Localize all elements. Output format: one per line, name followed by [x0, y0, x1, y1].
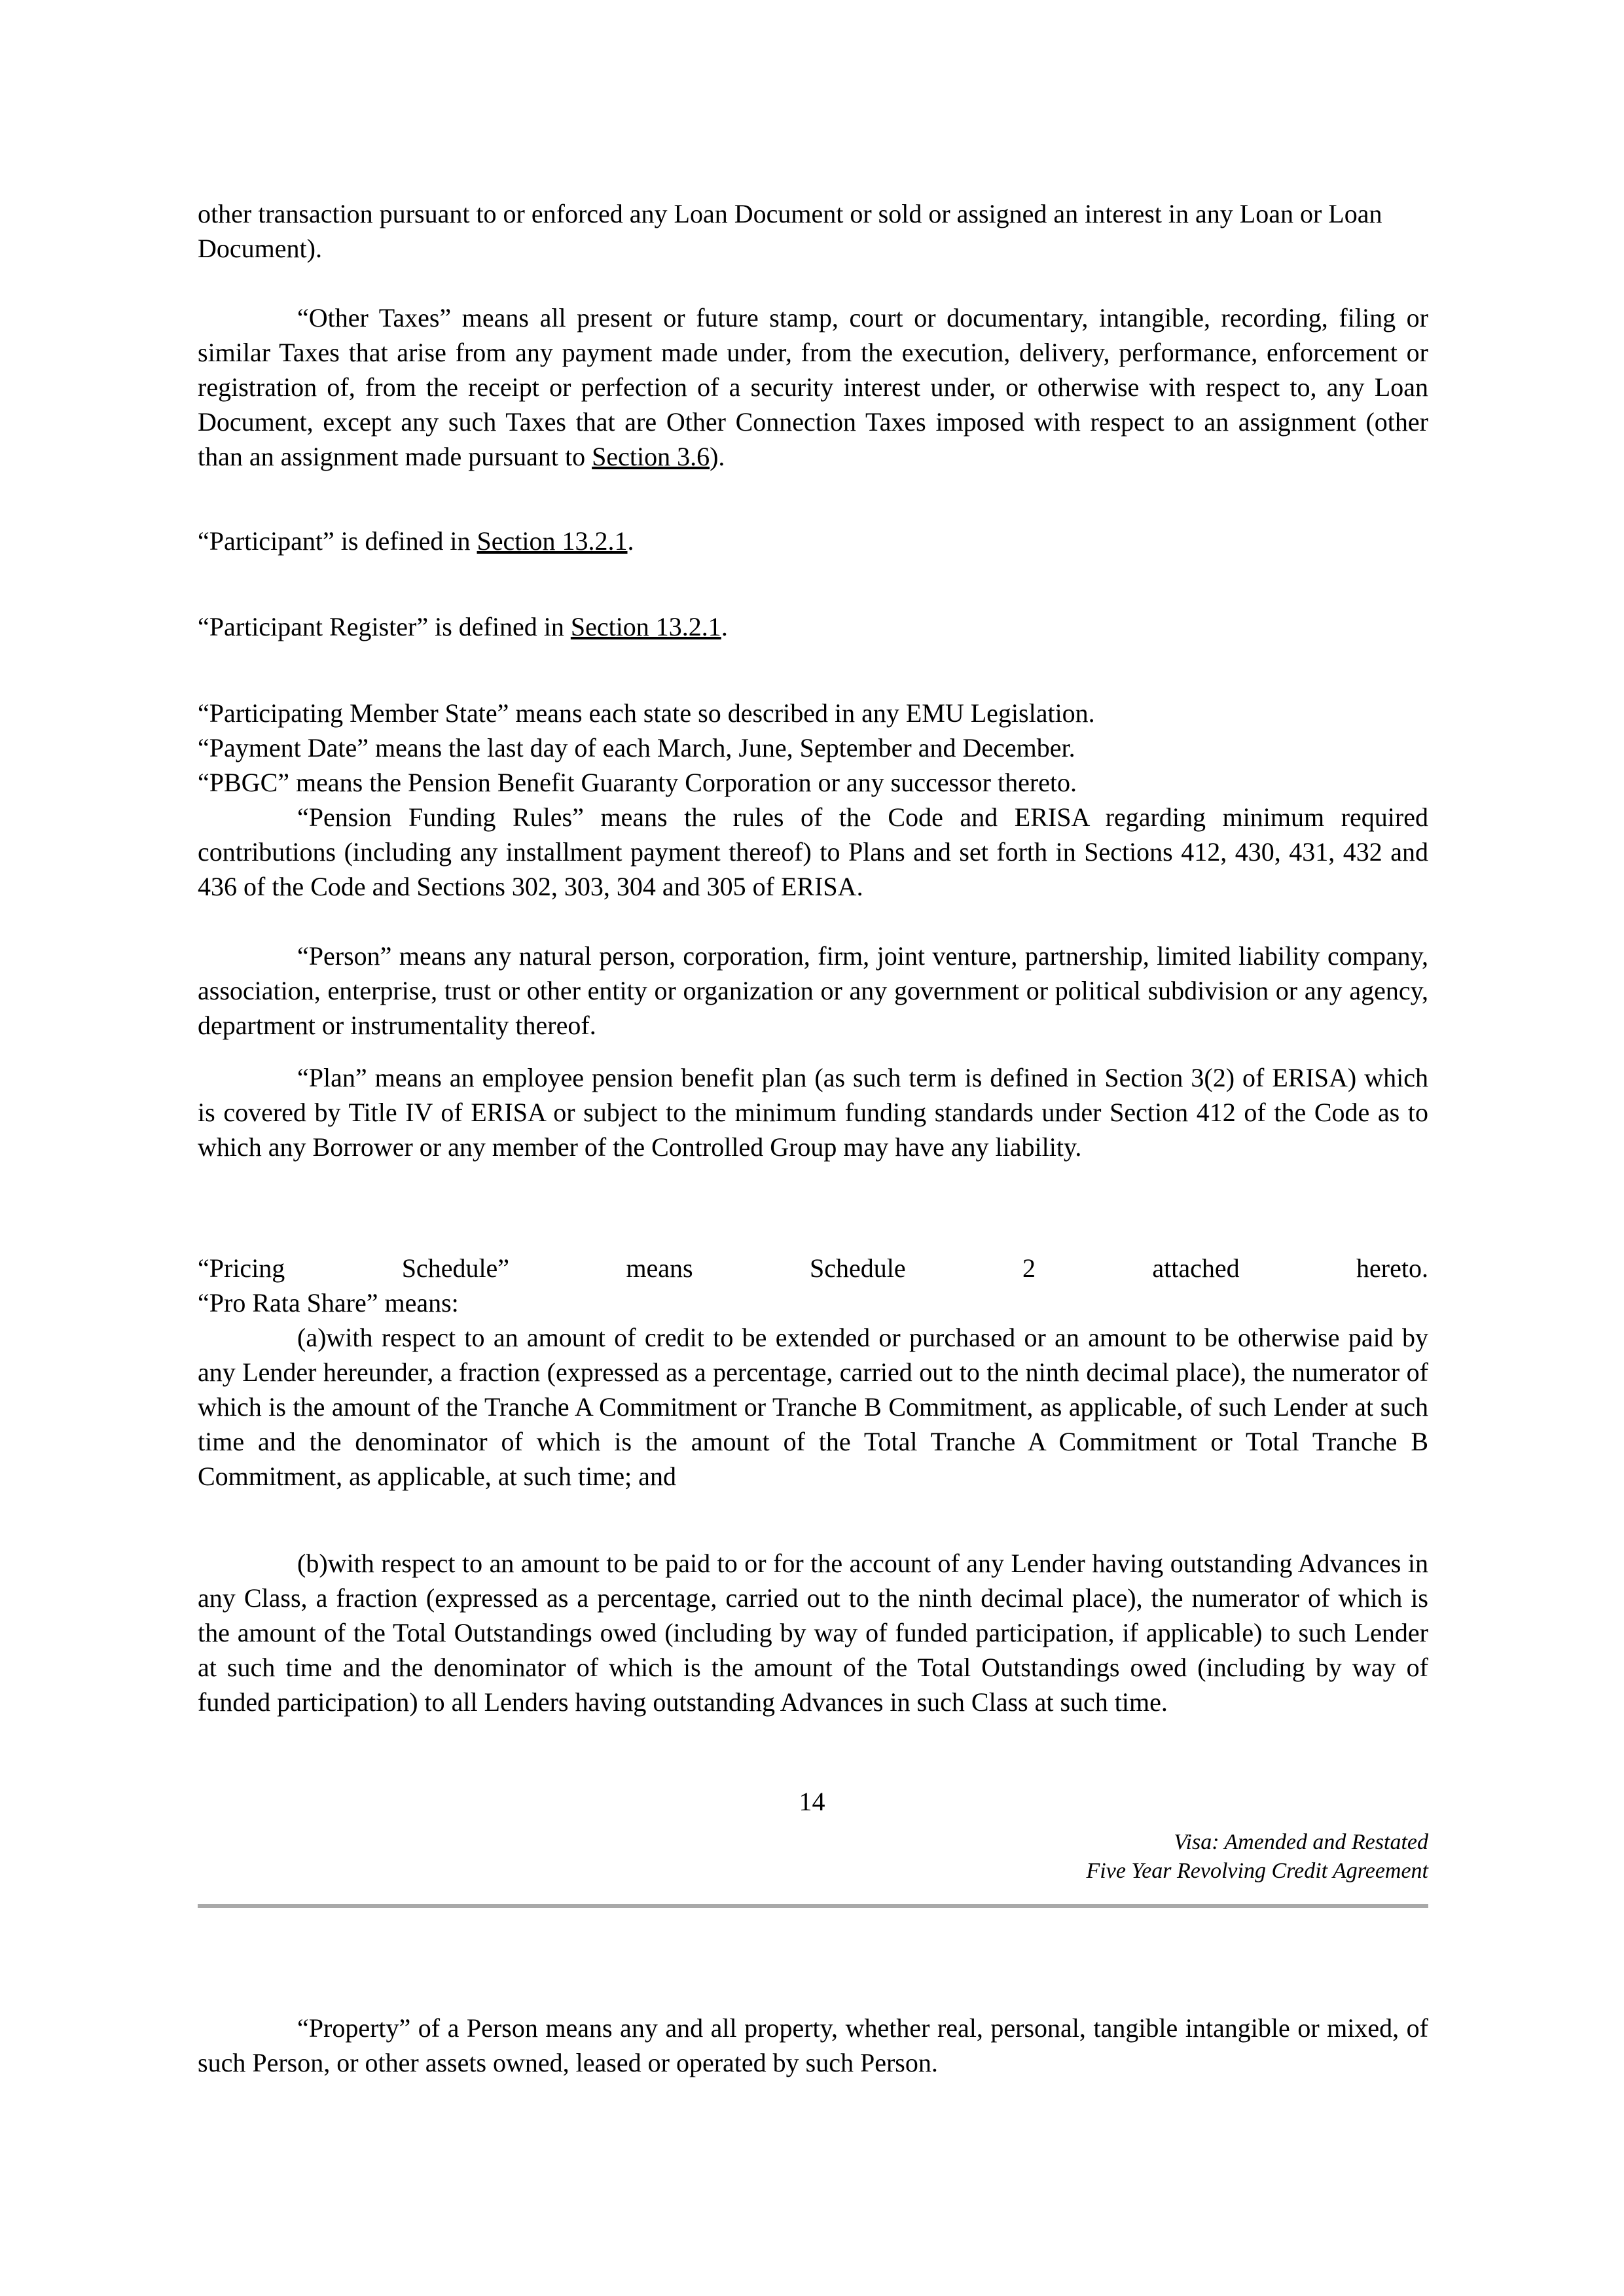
definition-pension-funding-rules: “Pension Funding Rules” means the rules of the Code and ERISA regarding minimum required contributions (including any installment payment thereof) to Plans and set forth in Sections 412, 430, 431, 432 and 436 of the Code and Sections 302, 303, 304 and 305 of ERISA.: [198, 802, 1428, 901]
section-reference-link[interactable]: Section 3.6: [592, 442, 710, 471]
pricing-word: 2: [1022, 1253, 1036, 1283]
definition-other-taxes: [198, 300, 1428, 474]
pricing-word: “Pricing: [198, 1253, 285, 1283]
definition-participant-register: [198, 609, 1428, 644]
pricing-word: Schedule: [810, 1253, 906, 1283]
pricing-word: attached: [1152, 1253, 1240, 1283]
definition-text: “Participant Register” is defined in: [198, 612, 571, 641]
definition-plan: “Plan” means an employee pension benefit plan (as such term is defined in Section 3(2) of ERISA) which is covered by Title IV of ERISA or subject to the minimum funding standards under Section 412 of the Code as to which any Borrower or any member of the Controlled Group may have any liability.: [198, 1063, 1428, 1162]
definition-text: “Participant” is defined in: [198, 526, 477, 556]
pricing-word: means: [626, 1253, 693, 1283]
page-divider: [198, 1904, 1428, 1908]
definition-person: “Person” means any natural person, corporation, firm, joint venture, partnership, limited liability company, association, enterprise, trust or other entity or organization or any government or political subdivision or any agency, department or instrumentality thereof.: [198, 941, 1428, 1040]
pro-rata-clause-a: (a)with respect to an amount of credit to be extended or purchased or an amount to be otherwise paid by any Lender hereunder, a fraction (expressed as a percentage, carried out to the ninth decimal place), the numerator of which is the amount of the Tranche A Commitment or Tranche B Commitment, as applicable, of such Lender at such time and the denominator of which is the amount of the Total Tranche A Commitment or Total Tranche B Commitment, as applicable, at such time; and: [198, 1323, 1428, 1491]
definition-participant: [198, 524, 1428, 558]
paragraph-continuation: other transaction pursuant to or enforced any Loan Document or sold or assigned an interest in any Loan or Loan Document).: [198, 199, 1382, 263]
section-reference-link[interactable]: Section 13.2.1: [477, 526, 628, 556]
definition-end: ).: [710, 442, 725, 471]
definition-end: .: [721, 612, 728, 641]
definition-pricing-schedule: [198, 1251, 1428, 1285]
footer-line: Visa: Amended and Restated: [1174, 1830, 1428, 1854]
pro-rata-clause-b: (b)with respect to an amount to be paid to or for the account of any Lender having outstanding Advances in any Class, a fraction (expressed as a percentage, carried out to the ninth decimal place), the numerator of which is the amount of the Total Outstandings owed (including by way of funded participation, if applicable) to such Lender at such time and the denominator of which is the amount of the Total Outstandings owed (including by way of funded participation) to all Lenders having outstanding Advances in such Class at such time.: [198, 1549, 1428, 1717]
definition-pro-rata-share: “Pro Rata Share” means:: [198, 1288, 459, 1318]
footer-line: Five Year Revolving Credit Agreement: [1086, 1859, 1428, 1883]
definition-participating-member-state: “Participating Member State” means each state so described in any EMU Legislation.: [198, 698, 1095, 728]
definition-payment-date: “Payment Date” means the last day of each March, June, September and December.: [198, 733, 1075, 762]
definition-pbgc: “PBGC” means the Pension Benefit Guaranty Corporation or any successor thereto.: [198, 768, 1077, 797]
pricing-word: Schedule”: [401, 1253, 510, 1283]
section-reference-link[interactable]: Section 13.2.1: [570, 612, 721, 641]
page-number: 14: [799, 1787, 825, 1816]
definition-property: “Property” of a Person means any and all property, whether real, personal, tangible intangible or mixed, of such Person, or other assets owned, leased or operated by such Person.: [198, 2013, 1428, 2077]
page-footer: [1087, 1828, 1428, 1886]
definition-text: “Other Taxes” means all present or future stamp, court or documentary, intangible, recording, filing or similar Taxes that arise from any payment made under, from the execution, delivery, performance, enforcement or registration of, from the receipt or perfection of a security interest under, or otherwise with respect to, any Loan Document, except any such Taxes that are Other Connection Taxes imposed with respect to an assignment (other than an assignment made pursuant to: [198, 303, 1428, 471]
definition-end: .: [627, 526, 634, 556]
pricing-word: hereto.: [1356, 1253, 1428, 1283]
